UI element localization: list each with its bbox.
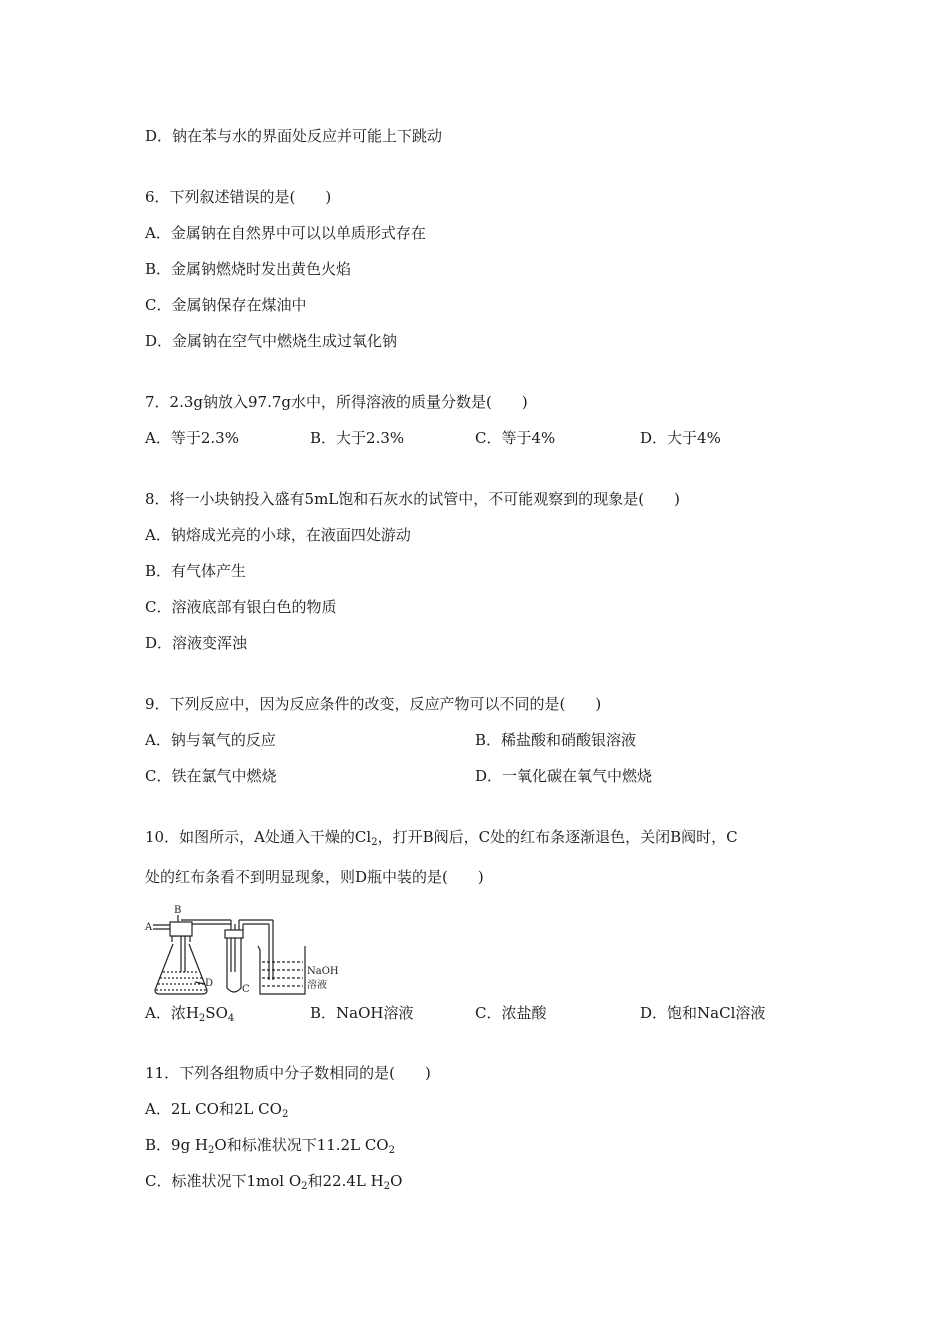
question-7-option-a: A．等于2.3% — [145, 429, 239, 447]
question-10-stem-line2: 处的红布条看不到明显现象，则D瓶中装的是( ) — [145, 868, 484, 886]
question-9-option-c: C．铁在氯气中燃烧 — [145, 767, 277, 785]
question-9-option-d: D．一氧化碳在氧气中燃烧 — [475, 767, 653, 785]
label-d: D — [205, 978, 214, 989]
question-6-option-d: D．金属钠在空气中燃烧生成过氧化钠 — [145, 332, 398, 350]
question-6-option-b: B．金属钠燃烧时发出黄色火焰 — [145, 260, 352, 278]
question-6-option-a: A．金属钠在自然界中可以以单质形式存在 — [145, 224, 426, 242]
question-6-stem: 6．下列叙述错误的是( ) — [145, 188, 332, 206]
label-a: A — [145, 922, 153, 933]
question-5-option-d: D．钠在苯与水的界面处反应并可能上下跳动 — [145, 127, 443, 145]
question-11-option-c: C．标准状况下1mol $O_2$和22.4L $H_2O$ — [145, 1172, 403, 1192]
label-b: B — [174, 905, 182, 916]
question-7-option-c: C．等于4% — [475, 429, 556, 447]
flask-stopper — [170, 922, 192, 936]
question-8-stem: 8．将一小块钠投入盛有5mL饱和石灰水的试管中，不可能观察到的现象是( ) — [145, 490, 680, 508]
label-naoh-solution: 溶液 — [307, 980, 327, 991]
question-8-option-b: B．有气体产生 — [145, 562, 247, 580]
question-11-option-b: B．9g $H_2O$和标准状况下11.2L $CO_2$ — [145, 1136, 395, 1156]
question-8-option-a: A．钠熔成光亮的小球，在液面四处游动 — [145, 526, 411, 544]
question-6-option-c: C．金属钠保存在煤油中 — [145, 296, 307, 314]
label-naoh: NaOH — [307, 966, 339, 977]
chlorine-apparatus-diagram — [145, 902, 345, 998]
question-11-stem: 11．下列各组物质中分子数相同的是( ) — [145, 1064, 431, 1082]
question-9-option-a: A．钠与氧气的反应 — [145, 731, 276, 749]
question-8-option-c: C．溶液底部有银白色的物质 — [145, 598, 337, 616]
question-7-option-b: B．大于2.3% — [310, 429, 405, 447]
question-7-option-d: D．大于4% — [640, 429, 721, 447]
question-7-stem: 7．2.3g钠放入97.7g水中，所得溶液的质量分数是( ) — [145, 393, 528, 411]
question-10-option-d: D．饱和NaCl溶液 — [640, 1004, 766, 1022]
question-11-option-a: A．2L CO和2L $CO_2$ — [145, 1100, 289, 1120]
question-10-stem-line1: 10．如图所示，A处通入干燥的$Cl_2$，打开B阀后，C处的红布条逐渐退色，关闭B阀时，C — [145, 828, 738, 848]
question-10-option-b: B．NaOH溶液 — [310, 1004, 414, 1022]
question-8-option-d: D．溶液变浑浊 — [145, 634, 248, 652]
question-9-stem: 9．下列反应中，因为反应条件的改变，反应产物可以不同的是( ) — [145, 695, 602, 713]
question-10-option-a: A．浓$H_2SO_4$ — [145, 1004, 235, 1024]
question-9-option-b: B．稀盐酸和硝酸银溶液 — [475, 731, 637, 749]
label-c: C — [242, 984, 250, 995]
question-10-option-c: C．浓盐酸 — [475, 1004, 547, 1022]
